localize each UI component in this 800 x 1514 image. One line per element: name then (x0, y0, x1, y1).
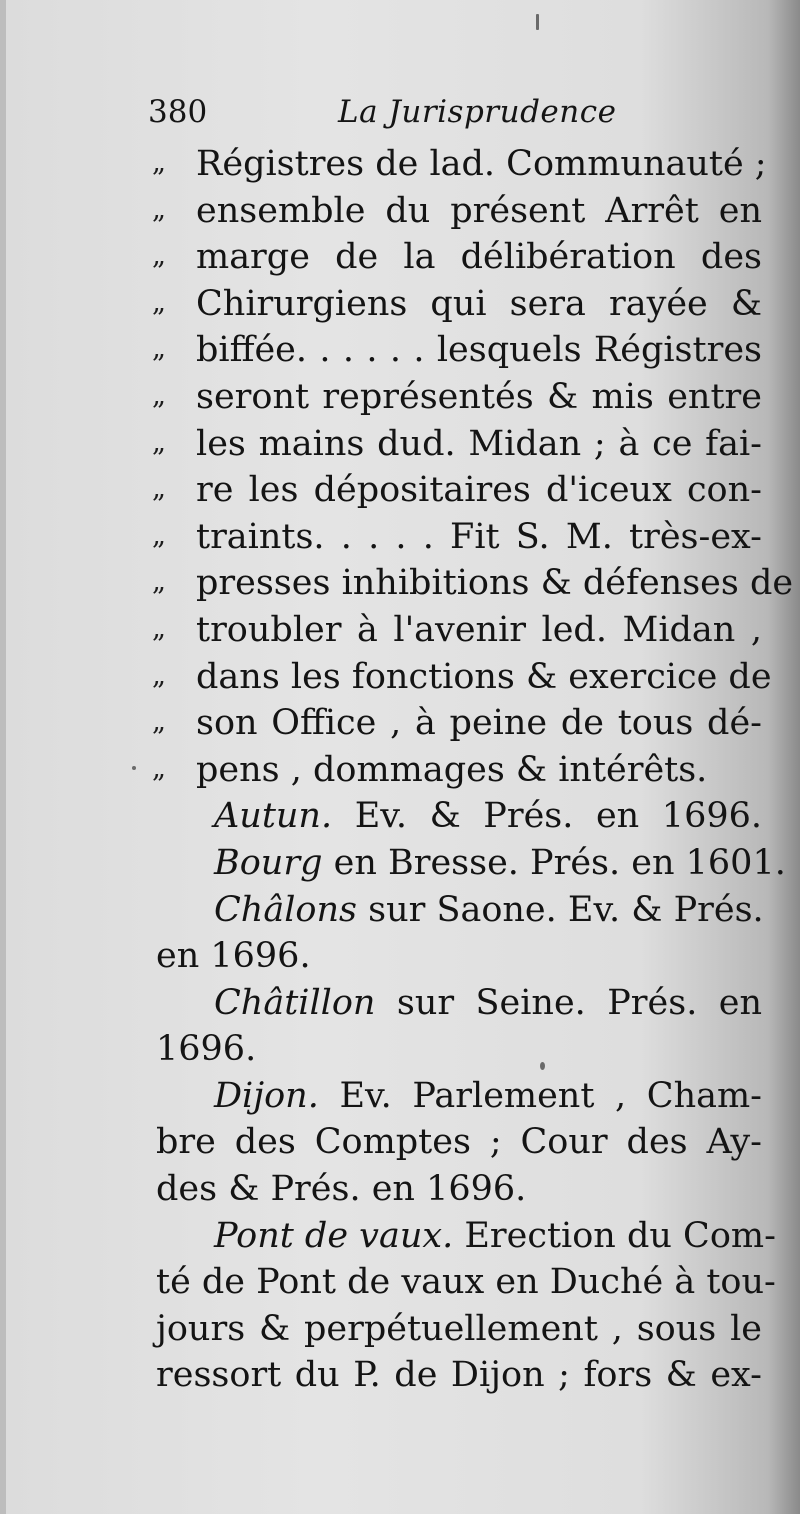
quote-mark: „ (152, 286, 166, 318)
quoted-line: „ Régistres de lad. Communauté ; (152, 144, 767, 184)
paper-speck (540, 1062, 545, 1070)
entry-pont-de-vaux-cont: ressort du P. de Dijon ; fors & ex- (156, 1355, 762, 1396)
entry-chalons: Châlons sur Saone. Ev. & Prés. (214, 889, 764, 930)
quoted-line: „ seront représentés & mis entre (152, 376, 762, 417)
quoted-line: „ les mains dud. Midan ; à ce fai- (152, 423, 762, 464)
entry-autun: Autun. Ev. & Prés. en 1696. (214, 796, 762, 837)
entry-bourg: Bourg en Bresse. Prés. en 1601. (214, 842, 786, 883)
quoted-line: „ traints. . . . . Fit S. M. très-ex- (152, 516, 762, 557)
quoted-line: „ biffée. . . . . . lesquels Régistres (152, 330, 762, 371)
quoted-line: „ Chirurgiens qui sera rayée & (152, 283, 762, 324)
quote-mark: „ (152, 519, 166, 551)
page-number: 380 (148, 94, 208, 130)
entry-pont-de-vaux: Pont de vaux. Erection du Com- (214, 1215, 776, 1256)
entry-chalons-cont: en 1696. (156, 936, 311, 977)
entry-pont-de-vaux-cont: té de Pont de vaux en Duché à tou- (156, 1262, 776, 1303)
quote-mark: „ (152, 147, 166, 178)
quote-mark: „ (152, 659, 166, 691)
place-name: Pont de vaux. (214, 1215, 454, 1256)
entry-dijon-cont: bre des Comptes ; Cour des Ay- (156, 1122, 762, 1163)
entry-dijon-cont: des & Prés. en 1696. (156, 1169, 527, 1210)
quote-mark: „ (152, 706, 166, 738)
quoted-line: „ re les dépositaires d'iceux con- (152, 470, 762, 511)
entry-dijon: Dijon. Ev. Parlement , Cham- (214, 1075, 762, 1116)
place-name: Bourg (214, 842, 323, 883)
quote-mark: „ (152, 473, 166, 505)
place-name: Dijon. (214, 1075, 319, 1116)
place-name: Autun. (214, 796, 333, 837)
running-title: La Jurisprudence (338, 94, 617, 130)
quoted-line: „ pens , dommages & intérêts. (152, 749, 708, 790)
quoted-line: „ troubler à l'avenir led. Midan , (152, 609, 762, 650)
quote-mark: „ (152, 193, 166, 225)
quote-mark: „ (152, 333, 166, 365)
page-header (148, 94, 768, 144)
quote-mark: „ (152, 426, 166, 458)
entry-pont-de-vaux-cont: jours & perpétuellement , sous le (156, 1308, 762, 1349)
entry-chatillon-cont: 1696. (156, 1029, 257, 1070)
body-text (152, 141, 794, 1399)
paper-speck (132, 766, 136, 770)
quote-mark: „ (152, 240, 166, 272)
quote-mark: „ (152, 752, 166, 784)
quoted-line: „ ensemble du présent Arrêt en (152, 190, 762, 231)
quote-mark: „ (152, 379, 166, 411)
quoted-line: „ son Office , à peine de tous dé- (152, 703, 762, 744)
quote-mark: „ (152, 566, 166, 598)
place-name: Châtillon (214, 982, 376, 1023)
page-gutter (0, 0, 6, 1514)
entry-chatillon: Châtillon sur Seine. Prés. en (214, 982, 762, 1023)
quoted-line: „ dans les fonctions & exercice de (152, 656, 772, 697)
quoted-line: „ marge de la délibération des (152, 237, 762, 278)
quote-mark: „ (152, 612, 166, 644)
place-name: Châlons (214, 889, 357, 930)
paper-speck (536, 14, 539, 30)
quoted-line: „ presses inhibitions & défenses de (152, 563, 794, 604)
